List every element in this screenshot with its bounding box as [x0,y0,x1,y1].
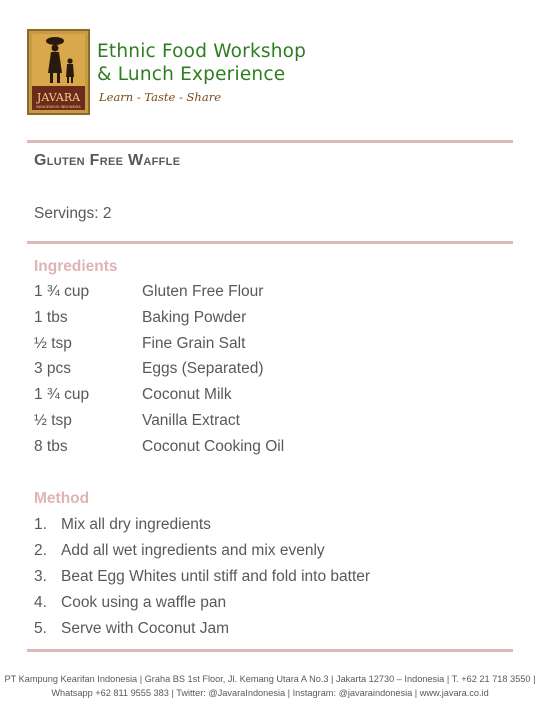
ingredient-name: Vanilla Extract [142,412,240,429]
step-number: 4. [34,594,47,611]
ingredient-name: Coconut Cooking Oil [142,438,285,455]
logo-graphic [29,31,88,113]
method-heading: Method [34,490,90,507]
ingredients-heading: Ingredients [34,258,118,275]
step-text: Add all wet ingredients and mix evenly [61,542,325,559]
brand-tagline: Learn - Taste - Share [99,90,222,104]
footer-contact [0,672,540,700]
ingredient-quantity: 1 ¾ cup [34,283,90,300]
ingredient-name: Coconut Milk [142,386,232,403]
step-number: 5. [34,620,47,637]
recipe-title: Gluten Free Waffle [34,152,181,169]
ingredient-name: Baking Powder [142,309,247,326]
brand-line-2: & Lunch Experience [97,64,286,85]
brand-line-1: Ethnic Food Workshop [97,41,307,62]
brand-title [97,40,306,86]
ingredient-quantity: ½ tsp [34,335,72,352]
footer-line-1: PT Kampung Kearifan Indonesia | Graha BS 1st Floor, Jl. Kemang Utara A No.3 | Jakarta 12730 – Indonesia | T. +62 21 718 3550 | [4,674,536,684]
step-number: 3. [34,568,47,585]
divider-top [27,140,513,143]
ingredient-quantity: 1 tbs [34,309,68,326]
step-text: Beat Egg Whites until stiff and fold into batter [61,568,371,585]
logo-text: JAVARA [36,91,81,104]
ingredient-quantity: 1 ¾ cup [34,386,90,403]
ingredient-name: Fine Grain Salt [142,335,246,352]
logo-subtext: INDIGENOUS INDONESIA [36,105,81,109]
divider-bottom [27,649,513,652]
step-number: 1. [34,516,47,533]
divider-middle [27,241,513,244]
ingredient-quantity: 8 tbs [34,438,68,455]
ingredient-name: Eggs (Separated) [142,360,264,377]
step-text: Serve with Coconut Jam [61,620,229,637]
step-text: Cook using a waffle pan [61,594,227,611]
ingredient-quantity: ½ tsp [34,412,72,429]
servings: Servings: 2 [34,205,112,222]
ingredient-name: Gluten Free Flour [142,283,264,300]
footer-line-2: Whatsapp +62 811 9555 383 | Twitter: @JavaraIndonesia | Instagram: @javaraindonesia | www.javara.co.id [51,688,489,698]
step-text: Mix all dry ingredients [61,516,211,533]
javara-logo [27,29,90,115]
step-number: 2. [34,542,47,559]
ingredient-quantity: 3 pcs [34,360,72,377]
